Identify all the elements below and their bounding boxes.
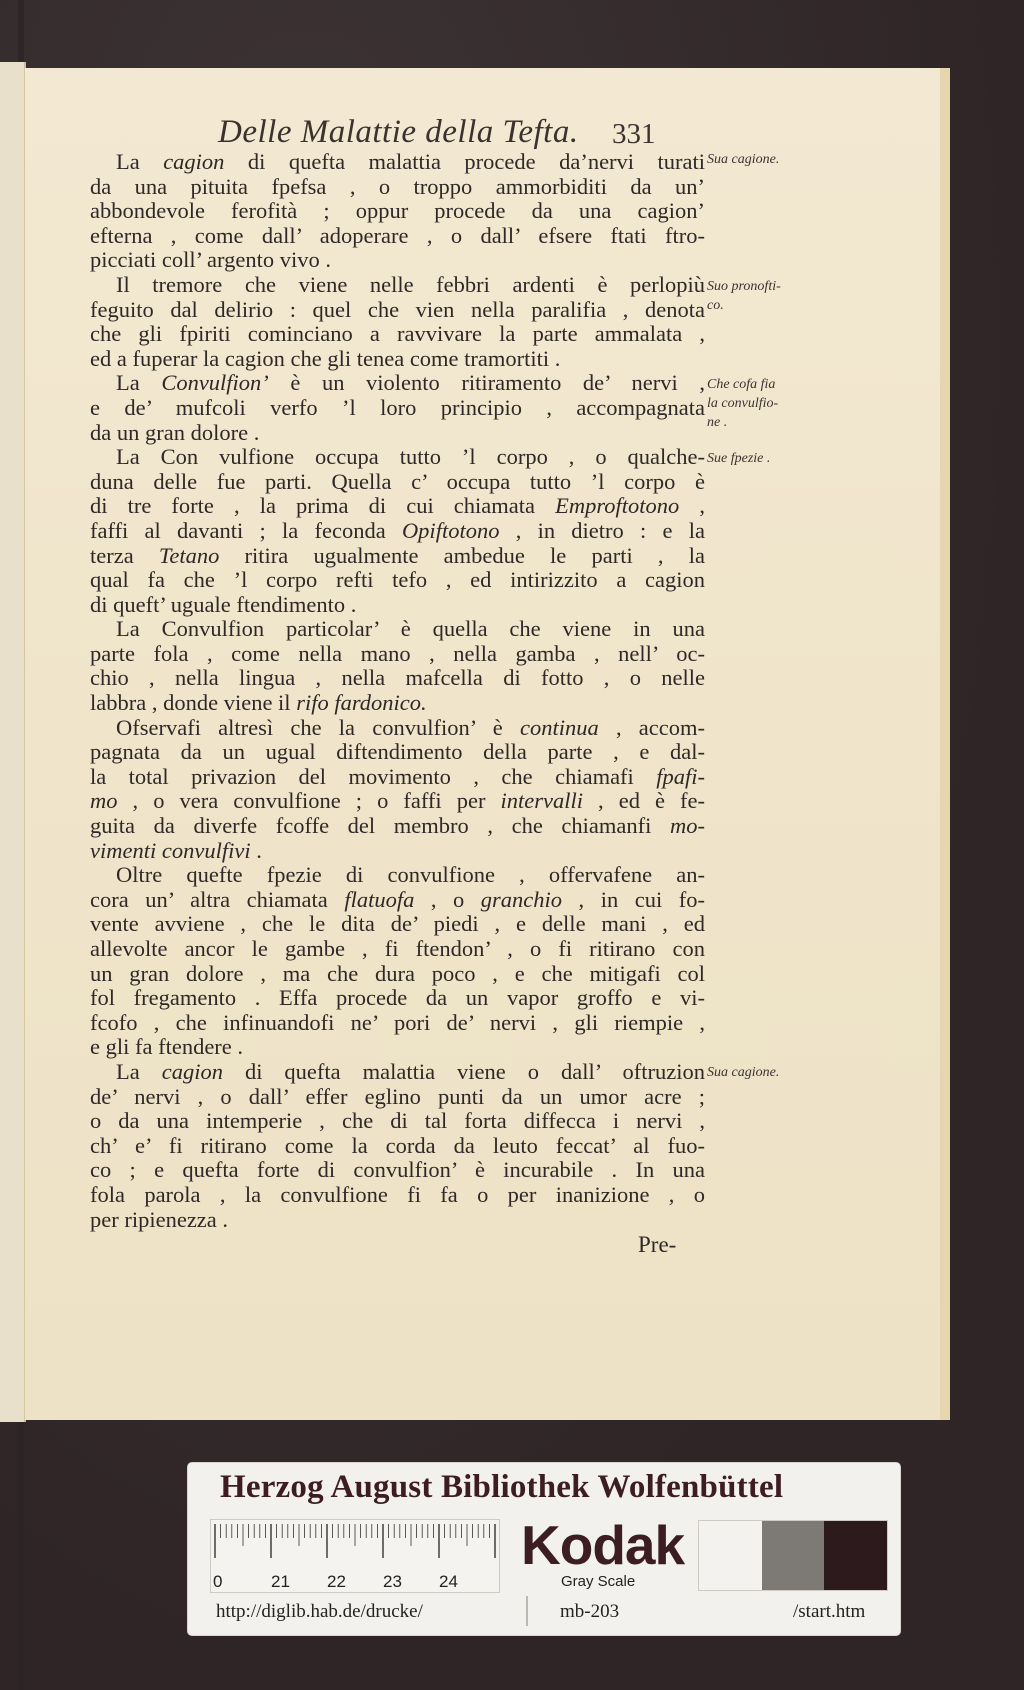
text-line: di tre forte , la prima di cui chiamata Emproftotono , — [90, 493, 706, 519]
text-line: Ofservafi altresì che la convulfion’ è continua , accom- — [116, 714, 705, 740]
text-line: La Convulfion’ è un violento ritiramento de’ nervi , — [116, 370, 705, 396]
text-line: La cagion di quefta malattia viene o dall’ oftruzion — [116, 1058, 705, 1084]
text-line: terza Tetano ritira ugualmente ambedue le parti , la — [90, 542, 705, 568]
text-line: feguito dal delirio : quel che vien nella paralifia , denota — [90, 296, 705, 322]
ruler-ticks-icon — [211, 1520, 499, 1570]
text-line: la total privazion del movimento , che chiamafi fpafi- — [90, 763, 705, 789]
text-line: ed a fuperar la cagion che gli tenea come tramortiti . — [90, 345, 561, 371]
text-line: da un gran dolore . — [90, 419, 260, 445]
margin-note: Che cofa fia la convulfio- ne . — [707, 377, 779, 430]
catchword: Pre- — [638, 1232, 677, 1257]
gray-scale-label: Gray Scale — [561, 1573, 636, 1590]
text-line: parte fola , come nella mano , nella gamba , nell’ oc- — [90, 640, 705, 666]
text-line: per ripienezza . — [90, 1206, 229, 1232]
text-line: ch’ e’ fi ritirano come la corda da leuto feccat’ al fuo- — [90, 1132, 705, 1158]
text-line: co ; e quefta forte di convulfion’ è incurabile . In una — [90, 1157, 705, 1183]
page-number: 331 — [612, 118, 656, 150]
text-line: fol fregamento . Effa procede da un vapor groffo e vi- — [90, 985, 705, 1011]
text-line: guita da diverfe fcoffe del membro , che chiamanfi mo- — [90, 813, 705, 839]
text-line: La Convulfion particolar’ è quella che viene in una — [116, 616, 705, 642]
ruler-label: 22 — [327, 1572, 346, 1591]
text-line: pagnata da un ugual diftendimento della parte , e dal- — [90, 739, 705, 765]
text-line: picciati coll’ argento vivo . — [90, 247, 331, 273]
url-suffix: /start.htm — [793, 1601, 866, 1622]
text-line: vimenti convulfivi . — [90, 837, 262, 863]
margin-note: Sua cagione. — [707, 152, 780, 167]
text-line: de’ nervi , o dall’ effer eglino punti da un umor acre ; — [90, 1083, 705, 1109]
text-line: fola parola , la convulfione fi fa o per inanizione , o — [90, 1181, 705, 1207]
gray-scale-swatches — [698, 1520, 888, 1591]
text-line: chio , nella lingua , nella mafcella di fotto , o nelle — [90, 665, 705, 691]
shelfmark: mb-203 — [560, 1601, 620, 1622]
text-line: di queft’ uguale ftendimento . — [90, 591, 357, 617]
margin-note: Suo pronofti- co. — [707, 279, 781, 313]
text-line: labbra , donde viene il rifo fardonico. — [90, 690, 427, 716]
text-line: Oltre quefte fpezie di convulfione , offervafene an- — [116, 862, 705, 888]
facing-page-edge — [0, 62, 26, 1422]
text-line: e gli fa ftendere . — [90, 1034, 244, 1060]
text-line: vente avviene , che le dita de’ piedi , e delle mani , ed — [90, 911, 705, 937]
library-target-card — [188, 1463, 900, 1635]
text-line: abbondevole ferofità ; oppur procede da una cagion’ — [90, 198, 705, 224]
card-divider — [526, 1596, 528, 1626]
text-line: che gli fpiriti cominciano a ravvivare la parte ammalata , — [90, 321, 705, 347]
text-line: La cagion di quefta malattia procede da’nervi turati — [116, 149, 705, 174]
margin-note: Sua cagione. — [707, 1065, 780, 1080]
text-line: La Con vulfione occupa tutto ’l corpo , o qualche- — [116, 444, 705, 470]
gray-swatch — [762, 1521, 825, 1590]
ruler-label: 24 — [439, 1572, 458, 1591]
text-line: qual fa che ’l corpo refti tefo , ed intirizzito a cagion — [90, 567, 705, 593]
text-line: e de’ mufcoli verfo ’l loro principio , accompagnata — [90, 394, 705, 420]
gray-swatch — [699, 1521, 762, 1590]
ruler-label: 23 — [383, 1572, 402, 1591]
ruler-labels — [211, 1572, 499, 1592]
ruler-label: 0 — [213, 1572, 223, 1591]
text-line: efterna , come dall’ adoperare , o dall’ efsere ftati ftro- — [90, 222, 705, 248]
body-text — [90, 150, 705, 1232]
text-line: mo , o vera convulfione ; o faffi per intervalli , ed è fe- — [90, 788, 705, 814]
ruler-label: 21 — [271, 1572, 290, 1591]
text-line: Il tremore che viene nelle febbri ardenti è perlopiù — [116, 271, 705, 297]
url-base: http://diglib.hab.de/drucke/ — [216, 1601, 423, 1622]
page-edge — [940, 68, 950, 1420]
text-line: cora un’ altra chiamata flatuofa , o granchio , in cui fo- — [90, 886, 705, 912]
gray-swatch — [824, 1521, 887, 1590]
text-line: fcofo , che infinuandofi ne’ pori de’ nervi , gli riempie , — [90, 1009, 705, 1035]
running-head: Delle Malattie della Tefta. — [218, 114, 579, 150]
text-line: faffi al davanti ; la feconda Opiftotono , in dietro : e la — [90, 517, 705, 543]
text-line: un gran dolore , ma che dura poco , e che mitigafi col — [90, 960, 705, 986]
margin-note: Sue fpezie . — [707, 451, 771, 466]
text-line: da una pituita fpefsa , o troppo ammorbiditi da un’ — [90, 173, 705, 199]
text-line: duna delle fue parti. Quella c’ occupa tutto ’l corpo è — [90, 468, 705, 494]
ruler-scale — [210, 1519, 500, 1593]
text-line: o da una intemperie , che di tal forta diffecca i nervi , — [90, 1108, 705, 1134]
library-name: Herzog August Bibliothek Wolfenbüttel — [220, 1469, 784, 1505]
text-line: allevolte ancor le gambe , fi ftendon’ , o fi ritirano con — [90, 936, 705, 961]
kodak-logo: Kodak — [521, 1514, 685, 1576]
